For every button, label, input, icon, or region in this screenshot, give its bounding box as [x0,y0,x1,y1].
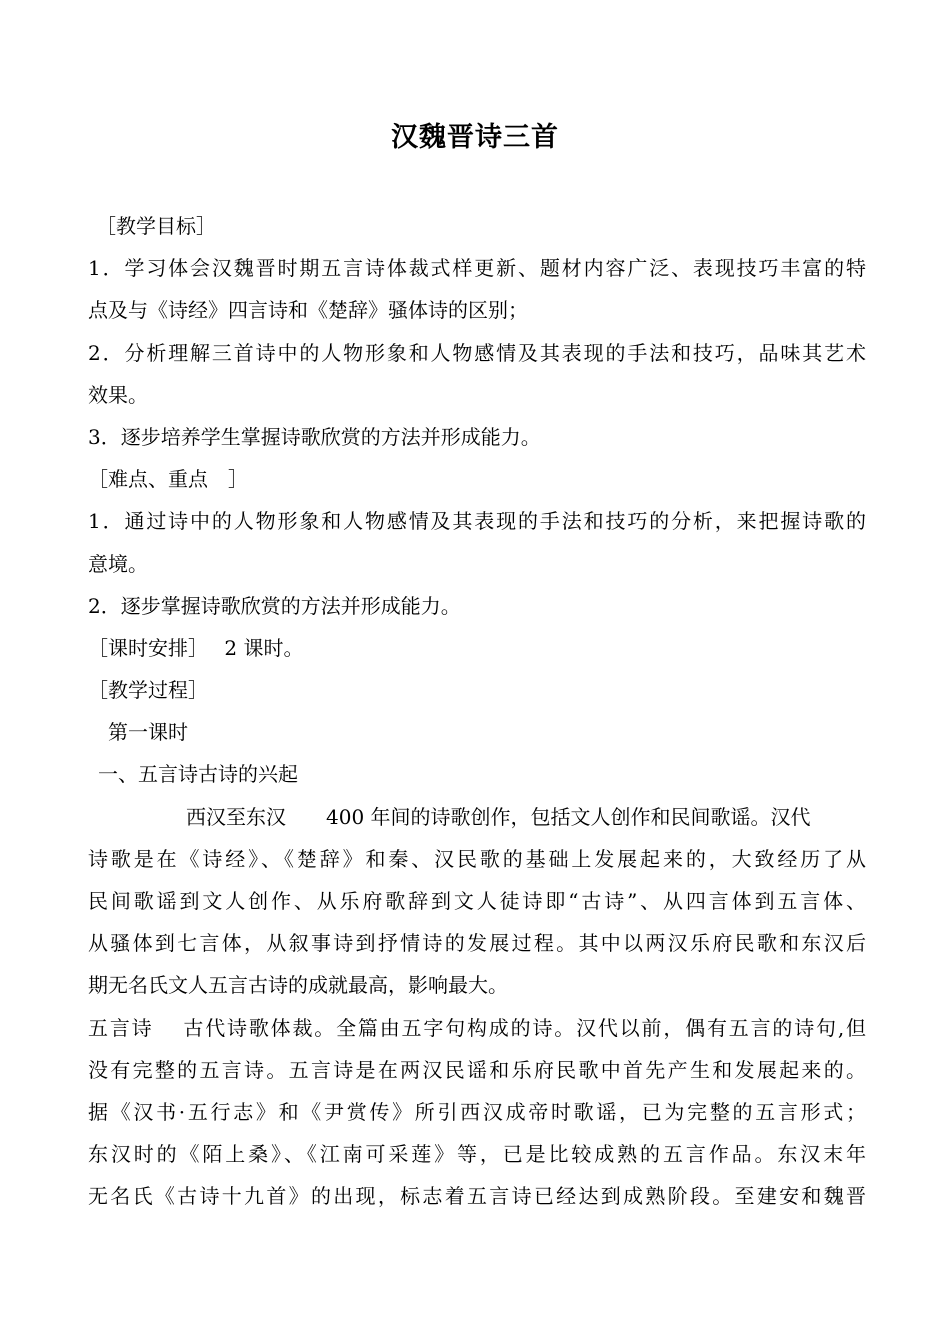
paragraph-line: 2．分析理解三首诗中的人物形象和人物感情及其表现的手法和技巧，品味其艺术 [88,340,866,365]
paragraph-line: 东汉时的《陌上桑》、《江南可采莲》等，已是比较成熟的五言作品。东汉末年 [88,1142,866,1167]
paragraph-line: 民间歌谣到文人创作、从乐府歌辞到文人徒诗即“古诗”、从四言体到五言体、 [88,889,866,913]
document-body [88,205,866,1218]
subheading-rise-of-five-character-poetry: 一、五言诗古诗的兴起 [98,762,298,787]
paragraph-line: 期无名氏文人五言古诗的成就最高，影响最大。 [88,973,508,998]
paragraph-line: 点及与《诗经》四言诗和《楚辞》骚体诗的区别； [88,298,528,323]
paragraph-line: 意境。 [88,551,148,576]
paragraph-line: 没有完整的五言诗。五言诗是在两汉民谣和乐府民歌中首先产生和发展起来的。 [88,1057,866,1082]
paragraph-line: 无名氏《古诗十九首》的出现，标志着五言诗已经达到成熟阶段。至建安和魏晋 [88,1184,866,1209]
subheading-first-lesson: 第一课时 [108,720,188,745]
paragraph-line: 从骚体到七言体，从叙事诗到抒情诗的发展过程。其中以两汉乐府民歌和东汉后 [88,931,866,956]
section-heading-process: ［教学过程］ [88,678,208,703]
document-title: 汉魏晋诗三首 [391,122,559,153]
section-heading-key-points: ［难点、重点 ］ [88,467,248,492]
section-heading-objectives: ［教学目标］ [96,214,216,238]
paragraph-line: 据《汉书·五行志》和《尹赏传》所引西汉成帝时歌谣，已为完整的五言形式； [88,1099,866,1124]
paragraph-line: 1．学习体会汉魏晋时期五言诗体裁式样更新、题材内容广泛、表现技巧丰富的特 [88,256,866,281]
paragraph-line: 诗歌是在《诗经》、《楚辞》和秦、汉民歌的基础上发展起来的，大致经历了从 [88,846,866,871]
paragraph-line: 2．逐步掌握诗歌欣赏的方法并形成能力。 [88,593,461,618]
paragraph-line: 3．逐步培养学生掌握诗歌欣赏的方法并形成能力。 [88,424,541,449]
section-heading-schedule: ［课时安排］ 2 课时。 [88,635,304,660]
paragraph-line: 1．通过诗中的人物形象和人物感情及其表现的手法和技巧的分析，来把握诗歌的 [88,509,866,534]
paragraph-line: 效果。 [88,382,148,407]
paragraph-line: 西汉至东汉 400 年间的诗歌创作，包括文人创作和民间歌谣。汉代 [186,804,811,829]
paragraph-line: 五言诗 古代诗歌体裁。全篇由五字句构成的诗。汉代以前，偶有五言的诗句,但 [88,1015,866,1040]
